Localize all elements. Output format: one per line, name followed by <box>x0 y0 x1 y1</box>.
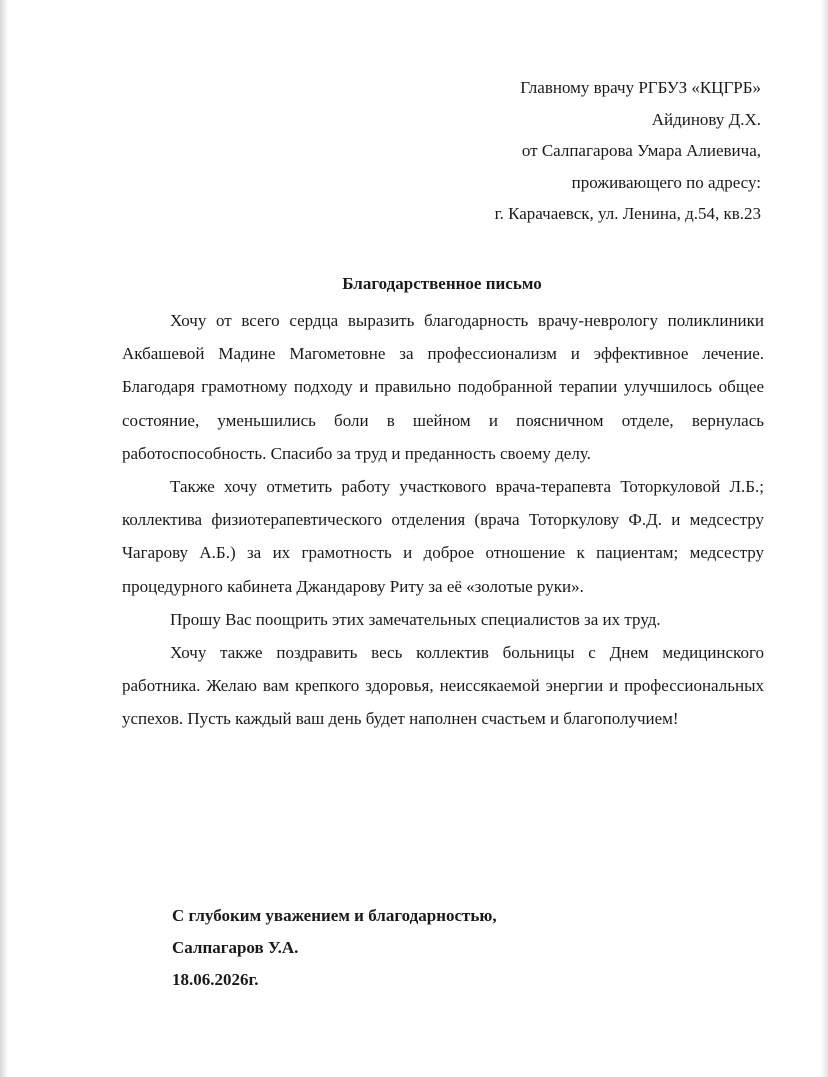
letter-paragraph: Хочу также поздравить весь коллектив больницы с Днем медицинского работника. Желаю вам крепкого здоровья, неиссякаемой энергии и профессиональных успехов. Пусть каждый ваш день будет наполнен счастьем и благополучием! <box>122 643 764 729</box>
letter-title: Благодарственное письмо <box>342 274 542 293</box>
letter-paragraph: Также хочу отметить работу участкового врача-терапевта Тоторкуловой Л.Б.; коллектива физиотерапевтического отделения (врача Тоторкулову Ф.Д. и медсестру Чагарову А.Б.) за их грамотность и доброе отношение к пациентам; медсестру процедурного кабинета Джандарову Риту за её «золотые руки». <box>122 477 764 596</box>
page-left-shadow <box>0 0 8 1077</box>
closing-block <box>172 900 497 996</box>
page-right-shadow <box>820 0 828 1077</box>
addressee-block <box>341 72 761 230</box>
letter-paragraph: Хочу от всего сердца выразить благодарность врачу-неврологу поликлиники Акбашевой Мадине Магометовне за профессионализм и эффективное лечение. Благодаря грамотному подходу и правильно подобранной терапии улучшилось общее состояние, уменьшились боли в шейном и поясничном отделе, вернулась работоспособность. Спасибо за труд и преданность своему делу. <box>122 311 764 463</box>
addressee-line-sender-name: от Салпагарова Умара Алиевича, <box>521 141 761 160</box>
addressee-line-recipient-name: Айдинову Д.Х. <box>651 109 761 129</box>
letter-date: 18.06.2026г. <box>172 970 259 989</box>
signature-name: Салпагаров У.А. <box>172 938 299 957</box>
letter-paragraph: Прошу Вас поощрить этих замечательных специалистов за их труд. <box>170 609 661 629</box>
addressee-line-address: г. Карачаевск, ул. Ленина, д.54, кв.23 <box>494 204 761 223</box>
closing-regards: С глубоким уважением и благодарностью, <box>172 906 497 925</box>
letter-body <box>122 304 764 736</box>
addressee-line-address-label: проживающего по адресу: <box>571 172 761 192</box>
addressee-line-recipient-title: Главному врачу РГБУЗ «КЦГРБ» <box>520 78 761 97</box>
